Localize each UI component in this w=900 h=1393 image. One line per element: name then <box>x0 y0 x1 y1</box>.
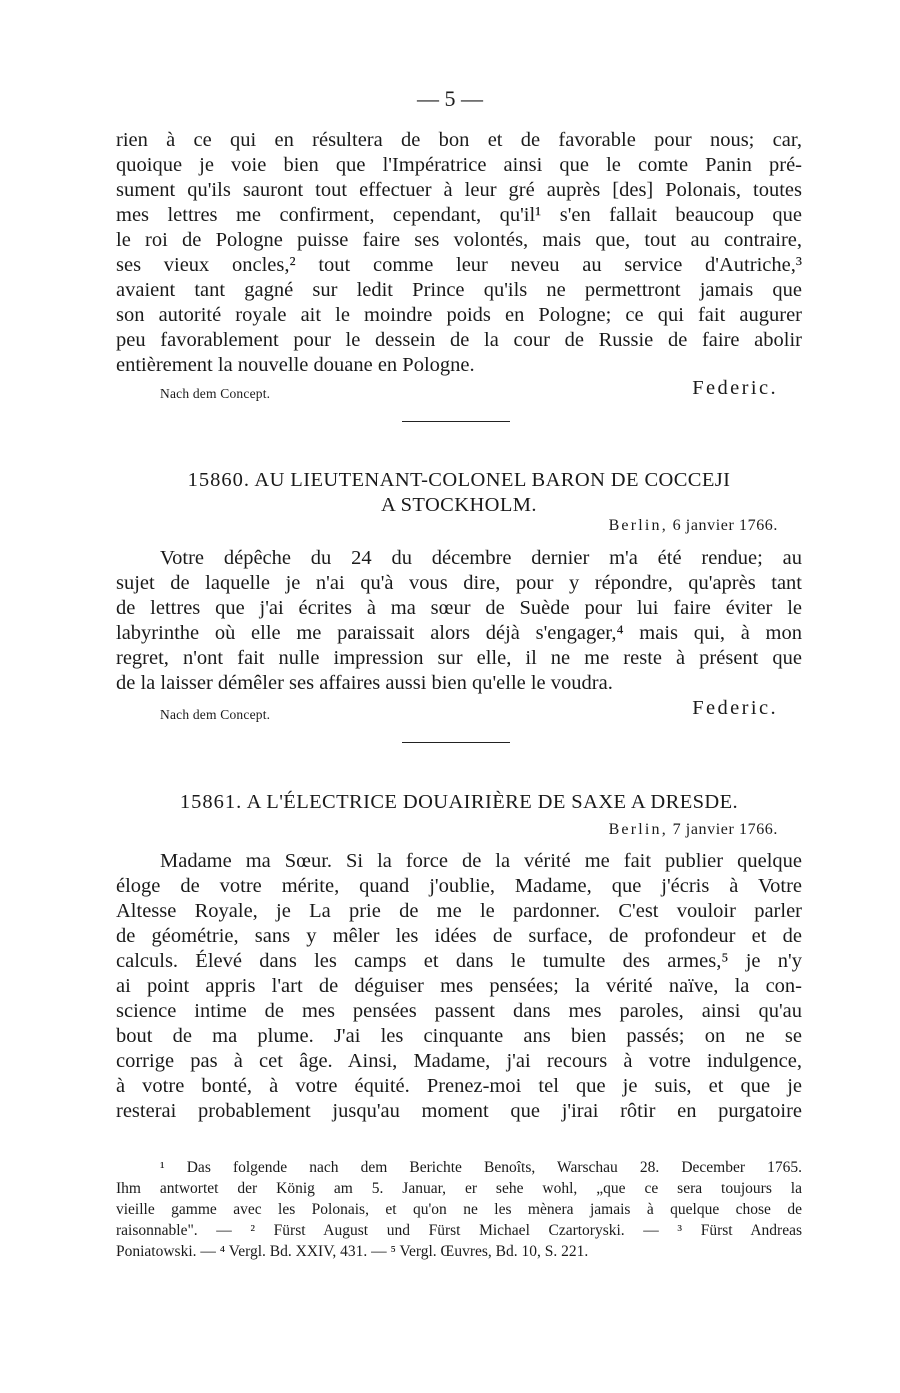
text-line: entièrement la nouvelle douane en Pologne. <box>116 354 475 376</box>
letter-body <box>116 849 802 1124</box>
dateline <box>609 821 778 839</box>
text-line: éloge de votre mérite, quand j'oublie, Madame, que j'écris à Votre <box>116 875 802 897</box>
text-line: mes lettres me confirment, cependant, qu'il¹ s'en fallait beaucoup que <box>116 204 802 226</box>
text-line: Madame ma Sœur. Si la force de la vérité me fait publier quelque <box>160 850 802 872</box>
footnote-line: vieille gamme avec les Polonais, et qu'on ne les mènera jamais à quelque chose de <box>116 1201 802 1218</box>
text-line: Votre dépêche du 24 du décembre dernier m'a été rendue; au <box>160 547 802 569</box>
text-line: à votre bonté, à votre équité. Prenez-moi tel que je suis, et que je <box>116 1075 802 1097</box>
source-note: Nach dem Concept. <box>160 386 271 401</box>
text-line: le roi de Pologne puisse faire ses volontés, mais que, tout au contraire, <box>116 229 802 251</box>
text-line: sujet de laquelle je n'ai qu'à vous dire, pour y répondre, qu'après tant <box>116 572 802 594</box>
date-place: Berlin, <box>608 517 668 534</box>
dateline <box>609 517 778 535</box>
text-line: corrige pas à cet âge. Ainsi, Madame, j'ai recours à votre indulgence, <box>116 1050 802 1072</box>
text-line: Altesse Royale, je La prie de me le pardonner. C'est vouloir parler <box>116 900 802 922</box>
date-text: 7 janvier 1766. <box>672 821 778 838</box>
section-divider <box>402 421 510 422</box>
text-line: peu favorablement pour le dessein de la cour de Russie de faire abolir <box>116 329 802 351</box>
source-note: Nach dem Concept. <box>160 707 271 722</box>
text-line: science intime de mes pensées passent dans mes paroles, ainsi qu'au <box>116 1000 802 1022</box>
letter-addressee: A L'ÉLECTRICE DOUAIRIÈRE DE SAXE A DRESDE. <box>246 791 739 813</box>
section-divider <box>402 742 510 743</box>
signature: Federic. <box>692 697 778 719</box>
letter-heading-line2: A STOCKHOLM. <box>381 494 537 516</box>
text-line: avaient tant gagné sur ledit Prince qu'ils ne permettront jamais que <box>116 279 802 301</box>
letter-body <box>116 546 802 696</box>
text-line: sument qu'ils sauront tout effectuer à leur gré auprès [des] Polonais, toutes <box>116 179 802 201</box>
signature: Federic. <box>692 377 778 399</box>
text-line: bout de ma plume. J'ai les cinquante ans bien passés; on ne se <box>116 1025 802 1047</box>
text-line: resterai probablement jusqu'au moment que j'irai rôtir en purgatoire <box>116 1100 802 1122</box>
text-line: calculs. Élevé dans les camps et dans le tumulte des armes,⁵ je n'y <box>116 950 802 972</box>
text-line: de la laisser démêler ses affaires aussi bien qu'elle le voudra. <box>116 672 613 694</box>
letter-heading <box>116 790 802 814</box>
footnote-line: Ihm antwortet der König am 5. Januar, er sehe wohl, „que ce sera toujours la <box>116 1180 802 1197</box>
page-number: — 5 — <box>417 86 483 111</box>
text-line: regret, n'ont fait nulle impression sur elle, il ne me reste à présent que <box>116 647 802 669</box>
letter-number: 15860. <box>187 469 250 491</box>
footnote-line: Poniatowski. — ⁴ Vergl. Bd. XXIV, 431. — ⁵ Vergl. Œuvres, Bd. 10, S. 221. <box>116 1243 589 1260</box>
text-line: ses vieux oncles,² tout comme leur neveu au service d'Autriche,³ <box>116 254 802 276</box>
text-line: ai point appris l'art de déguiser mes pensées; la vérité naïve, la con- <box>116 975 802 997</box>
text-line: son autorité royale ait le moindre poids en Pologne; ce qui fait augurer <box>116 304 802 326</box>
footnotes <box>116 1157 802 1262</box>
date-place: Berlin, <box>608 821 668 838</box>
footnote-line: ¹ Das folgende nach dem Berichte Benoîts, Warschau 28. December 1765. <box>160 1159 802 1176</box>
text-line: quoique je voie bien que l'Impératrice ainsi que le comte Panin pré- <box>116 154 802 176</box>
footnote-line: raisonnable". — ² Fürst August und Fürst Michael Czartoryski. — ³ Fürst Andreas <box>116 1222 802 1239</box>
continuation-paragraph <box>116 128 802 378</box>
letter-addressee: AU LIEUTENANT-COLONEL BARON DE COCCEJI <box>254 469 731 491</box>
letter-number: 15861. <box>179 791 243 813</box>
text-line: labyrinthe où elle me paraissait alors déjà s'engager,⁴ mais qui, à mon <box>116 622 802 644</box>
text-line: rien à ce qui en résultera de bon et de favorable pour nous; car, <box>116 129 802 151</box>
text-line: de géométrie, sans y mêler les idées de surface, de profondeur et de <box>116 925 802 947</box>
letter-heading <box>116 468 802 492</box>
text-line: de lettres que j'ai écrites à ma sœur de Suède pour lui faire éviter le <box>116 597 802 619</box>
date-text: 6 janvier 1766. <box>672 517 778 534</box>
